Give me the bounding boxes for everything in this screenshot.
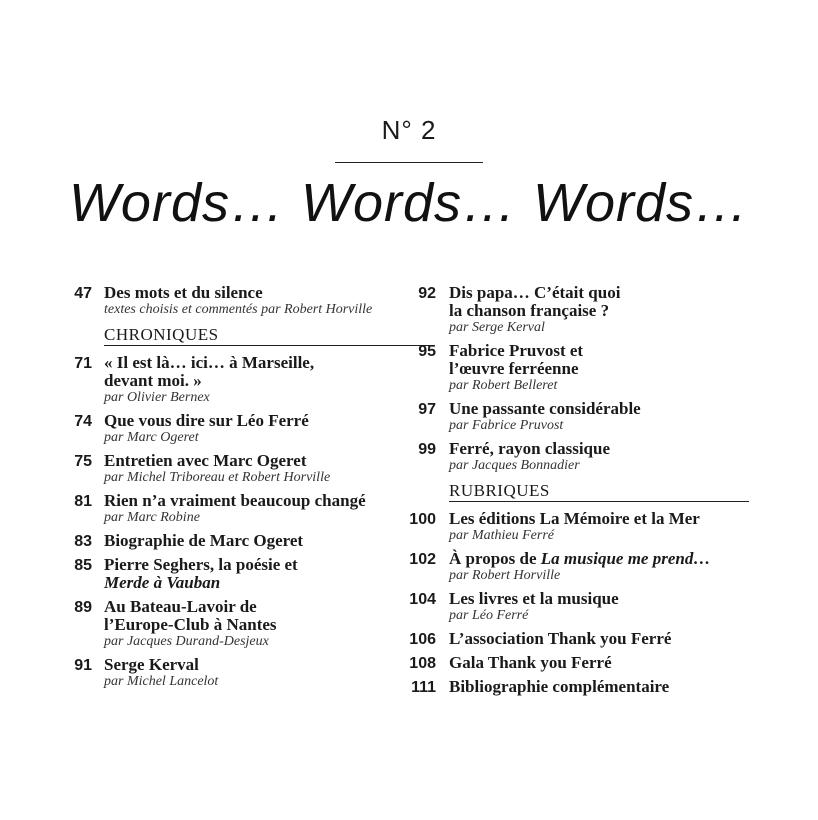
entry-title-continued: devant moi. » <box>104 371 202 390</box>
toc-entry <box>400 678 745 696</box>
entry-title <box>449 550 745 568</box>
page-number: 106 <box>409 631 436 648</box>
entry-title: L’association Thank you Ferré <box>449 629 672 648</box>
entry-author: par Marc Ogeret <box>104 430 199 445</box>
page-number: 83 <box>74 533 92 550</box>
entry-title-continued: l’œuvre ferréenne <box>449 359 579 378</box>
page-number: 97 <box>418 401 436 418</box>
entry-title: Fabrice Pruvost et <box>449 341 584 360</box>
entry-author: par Robert Belleret <box>449 378 558 393</box>
toc-entry <box>400 440 745 474</box>
toc-entry <box>60 598 400 650</box>
page-number: 91 <box>74 657 92 674</box>
toc-entry <box>60 452 400 486</box>
toc-entry <box>60 492 400 526</box>
page-number: 75 <box>74 453 92 470</box>
entry-title: Que vous dire sur Léo Ferré <box>104 411 309 430</box>
toc-entry <box>60 354 400 406</box>
toc-left-column <box>60 284 400 696</box>
entry-title: Entretien avec Marc Ogeret <box>104 451 307 470</box>
entry-title: Pierre Seghers, la poésie et <box>104 555 298 574</box>
toc-entry <box>60 412 400 446</box>
page-number: 71 <box>74 355 92 372</box>
entry-title-continued: la chanson française ? <box>449 301 610 320</box>
entry-title: Les éditions La Mémoire et la Mer <box>449 509 700 528</box>
page-number: 81 <box>74 493 92 510</box>
toc-entry <box>400 630 745 648</box>
entry-title: Dis papa… C’était quoi <box>449 283 621 302</box>
toc-entry <box>400 510 745 544</box>
entry-title: Ferré, rayon classique <box>449 439 610 458</box>
entry-author: par Olivier Bernex <box>104 390 210 405</box>
entry-author: par Jacques Bonnadier <box>449 458 580 473</box>
toc-entry <box>400 654 745 672</box>
page-number: 47 <box>74 285 92 302</box>
page-number: 104 <box>409 591 436 608</box>
entry-author: par Serge Kerval <box>449 320 545 335</box>
entry-title: Serge Kerval <box>104 655 199 674</box>
entry-title: Biographie de Marc Ogeret <box>104 531 304 550</box>
page-number: 108 <box>409 655 436 672</box>
issue-title: Words… Words… Words… <box>68 173 750 233</box>
page-number: 92 <box>418 285 436 302</box>
entry-author: textes choisis et commentés par Robert Horville <box>104 302 373 317</box>
entry-title: Rien n’a vraiment beaucoup changé <box>104 491 366 510</box>
toc-entry <box>400 400 745 434</box>
toc-entry <box>60 284 400 318</box>
issue-number: N° 2 <box>381 115 437 145</box>
toc-entry <box>60 656 400 690</box>
entry-title: « Il est là… ici… à Marseille, <box>104 353 315 372</box>
header-divider <box>335 162 483 163</box>
entry-title: Les livres et la musique <box>449 589 619 608</box>
toc-entry <box>400 550 745 584</box>
toc-entry <box>400 284 745 336</box>
toc-entry <box>400 342 745 394</box>
page-number: 95 <box>418 343 436 360</box>
page-number: 89 <box>74 599 92 616</box>
entry-author: par Michel Lancelot <box>104 674 219 689</box>
entry-author: par Fabrice Pruvost <box>449 418 564 433</box>
entry-author: par Jacques Durand-Desjeux <box>104 634 269 649</box>
entry-title-prefix: À propos de <box>449 549 541 568</box>
entry-author: par Michel Triboreau et Robert Horville <box>104 470 331 485</box>
entry-title: Au Bateau-Lavoir de <box>104 597 257 616</box>
entry-author: par Marc Robine <box>104 510 200 525</box>
toc-entry <box>60 556 400 592</box>
toc-right-column <box>400 284 745 702</box>
entry-author: par Léo Ferré <box>449 608 529 623</box>
page-number: 85 <box>74 557 92 574</box>
entry-title: Gala Thank you Ferré <box>449 653 612 672</box>
entry-author: par Mathieu Ferré <box>449 528 554 543</box>
toc-entry <box>60 532 400 550</box>
page-number: 99 <box>418 441 436 458</box>
page-number: 111 <box>411 679 436 696</box>
entry-title: Une passante considérable <box>449 399 641 418</box>
entry-title-italic: La musique me prend… <box>540 549 711 568</box>
page-number: 100 <box>409 511 436 528</box>
entry-title: Bibliographie complémentaire <box>449 677 670 696</box>
section-heading-rubriques: RUBRIQUES <box>449 482 749 502</box>
section-heading-chroniques: CHRONIQUES <box>104 326 430 346</box>
page-number: 74 <box>74 413 92 430</box>
entry-title-italic: Merde à Vauban <box>104 573 221 592</box>
toc-entry <box>400 590 745 624</box>
page-number: 102 <box>409 551 436 568</box>
entry-title: Des mots et du silence <box>104 283 263 302</box>
entry-author: par Robert Horville <box>449 568 561 583</box>
entry-title-continued: l’Europe-Club à Nantes <box>104 615 277 634</box>
